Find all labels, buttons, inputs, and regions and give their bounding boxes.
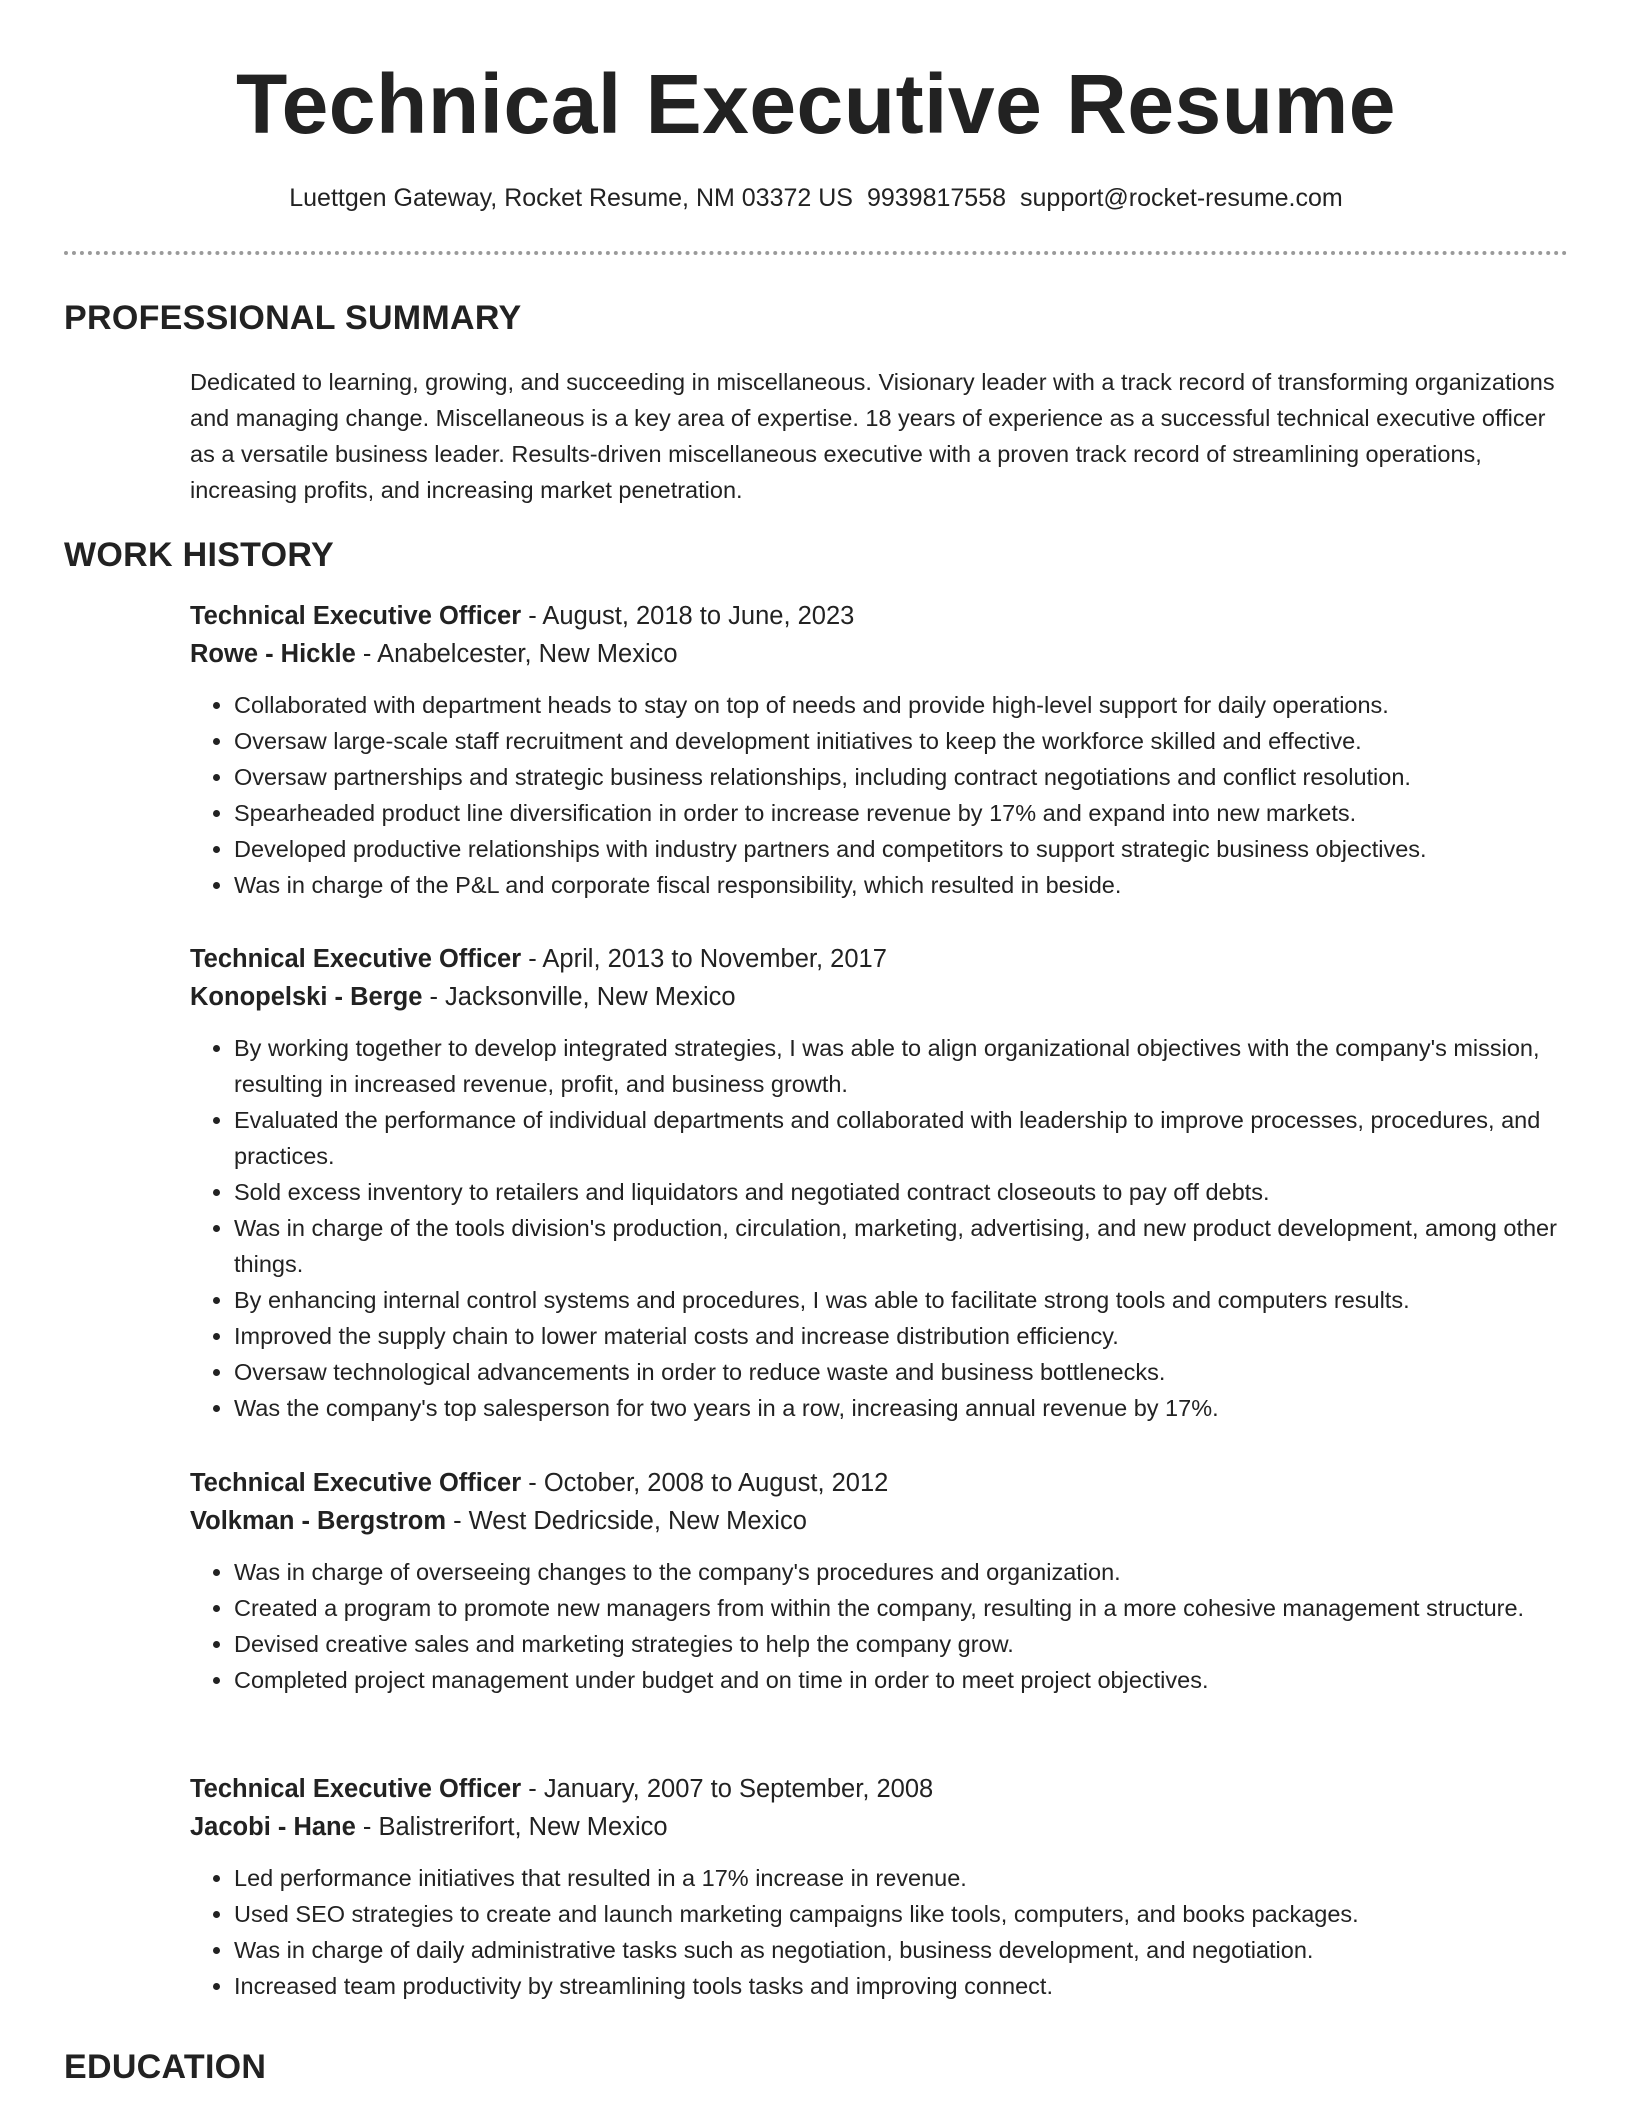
job-entry bbox=[190, 1464, 1570, 1698]
job-company: Jacobi - Hane bbox=[190, 1813, 356, 1841]
bullet-item: • Oversaw partnerships and strategic business relationships, including contract negotiations and conflict resolution. bbox=[234, 759, 1570, 795]
job-company-line bbox=[190, 978, 1570, 1016]
job-title-line bbox=[190, 597, 1570, 635]
job-dates: - August, 2018 to June, 2023 bbox=[521, 602, 855, 630]
job-location: - Anabelcester, New Mexico bbox=[355, 640, 678, 668]
job-bullets bbox=[190, 1030, 1570, 1426]
job-role: Technical Executive Officer bbox=[190, 602, 522, 630]
job-bullets bbox=[190, 1860, 1570, 2004]
job-title-line bbox=[190, 940, 1570, 978]
job-dates: - October, 2008 to August, 2012 bbox=[521, 1469, 889, 1497]
resume-title: Technical Executive Resume bbox=[236, 57, 1396, 151]
job-company-line bbox=[190, 1808, 1570, 1846]
job-dates: - April, 2013 to November, 2017 bbox=[521, 945, 887, 973]
bullet-item: • Devised creative sales and marketing strategies to help the company grow. bbox=[234, 1626, 1570, 1662]
bullet-item: • Used SEO strategies to create and launch marketing campaigns like tools, computers, and books packages. bbox=[234, 1896, 1570, 1932]
job-title-line bbox=[190, 1770, 1570, 1808]
job-location: - Jacksonville, New Mexico bbox=[422, 983, 736, 1011]
contact-phone: 9939817558 bbox=[866, 184, 1007, 212]
bullet-item: • Sold excess inventory to retailers and liquidators and negotiated contract closeouts to pay off debts. bbox=[234, 1174, 1570, 1210]
bullet-item: • Evaluated the performance of individual departments and collaborated with leadership to improve processes, procedures, and practices. bbox=[234, 1102, 1570, 1174]
section-title-education: EDUCATION bbox=[64, 2048, 267, 2086]
section-title-work-history: WORK HISTORY bbox=[64, 536, 334, 574]
job-dates: - January, 2007 to September, 2008 bbox=[521, 1775, 934, 1803]
bullet-item: • Created a program to promote new managers from within the company, resulting in a more cohesive management structure. bbox=[234, 1590, 1570, 1626]
job-role: Technical Executive Officer bbox=[190, 945, 522, 973]
job-entry bbox=[190, 597, 1570, 903]
job-location: - Balistrerifort, New Mexico bbox=[355, 1813, 668, 1841]
job-location: - West Dedricside, New Mexico bbox=[446, 1507, 807, 1535]
bullet-item: • Was the company's top salesperson for two years in a row, increasing annual revenue by 17%. bbox=[234, 1390, 1570, 1426]
job-bullets bbox=[190, 1554, 1570, 1698]
job-company: Rowe - Hickle bbox=[190, 640, 356, 668]
bullet-item: • Increased team productivity by streamlining tools tasks and improving connect. bbox=[234, 1968, 1570, 2004]
job-company: Konopelski - Berge bbox=[190, 983, 423, 1011]
bullet-item: • Completed project management under budget and on time in order to meet project objectives. bbox=[234, 1662, 1570, 1698]
job-entry bbox=[190, 1770, 1570, 2004]
bullet-item: • Was in charge of daily administrative tasks such as negotiation, business development, and negotiation. bbox=[234, 1932, 1570, 1968]
bullet-item: • Oversaw technological advancements in order to reduce waste and business bottlenecks. bbox=[234, 1354, 1570, 1390]
job-title-line bbox=[190, 1464, 1570, 1502]
summary-text: Dedicated to learning, growing, and succeeding in miscellaneous. Visionary leader with a track record of transforming organizations and managing change. Miscellaneous is a key area of expertise. 18 years of experience as a successful technical executive officer as a versatile business leader. Results-driven miscellaneous executive with a proven track record of streamlining operations, increasing profits, and increasing market penetration. bbox=[190, 369, 1555, 503]
bullet-item: • By working together to develop integrated strategies, I was able to align organizational objectives with the company's mission, resulting in increased revenue, profit, and business growth. bbox=[234, 1030, 1570, 1102]
job-bullets bbox=[190, 687, 1570, 903]
job-company-line bbox=[190, 1502, 1570, 1540]
job-role: Technical Executive Officer bbox=[190, 1469, 522, 1497]
section-title-summary: PROFESSIONAL SUMMARY bbox=[64, 299, 522, 337]
bullet-item: • By enhancing internal control systems and procedures, I was able to facilitate strong tools and computers results. bbox=[234, 1282, 1570, 1318]
bullet-item: • Was in charge of the tools division's production, circulation, marketing, advertising, and new product development, among other things. bbox=[234, 1210, 1570, 1282]
job-company-line bbox=[190, 635, 1570, 673]
bullet-item: • Collaborated with department heads to stay on top of needs and provide high-level support for daily operations. bbox=[234, 687, 1570, 723]
header-divider bbox=[64, 251, 1568, 255]
bullet-item: • Was in charge of the P&L and corporate fiscal responsibility, which resulted in beside. bbox=[234, 867, 1570, 903]
bullet-item: • Developed productive relationships with industry partners and competitors to support strategic business objectives. bbox=[234, 831, 1570, 867]
bullet-item: • Improved the supply chain to lower material costs and increase distribution efficiency. bbox=[234, 1318, 1570, 1354]
contact-email: support@rocket-resume.com bbox=[1020, 184, 1343, 212]
bullet-item: • Spearheaded product line diversification in order to increase revenue by 17% and expand into new markets. bbox=[234, 795, 1570, 831]
job-role: Technical Executive Officer bbox=[190, 1775, 522, 1803]
job-company: Volkman - Bergstrom bbox=[190, 1507, 446, 1535]
bullet-item: • Led performance initiatives that resulted in a 17% increase in revenue. bbox=[234, 1860, 1570, 1896]
bullet-item: • Was in charge of overseeing changes to the company's procedures and organization. bbox=[234, 1554, 1570, 1590]
bullet-item: • Oversaw large-scale staff recruitment and development initiatives to keep the workforce skilled and effective. bbox=[234, 723, 1570, 759]
job-entry bbox=[190, 940, 1570, 1426]
contact-line bbox=[0, 180, 1632, 216]
contact-address: Luettgen Gateway, Rocket Resume, NM 03372 US bbox=[289, 184, 853, 212]
